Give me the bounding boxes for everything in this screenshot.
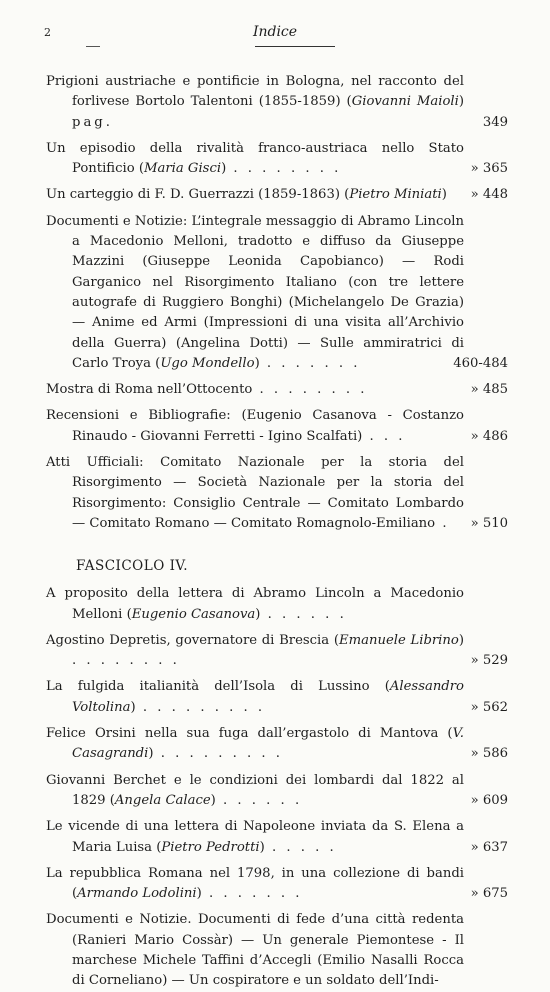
entry-page-number: 349 — [482, 114, 508, 130]
entry-author: Maria Gisci — [143, 161, 222, 177]
entry-page-number: » 562 — [470, 699, 508, 715]
entry-title: Agostino Depretis, governatore di Brescia — [46, 632, 330, 648]
header-rule — [255, 46, 335, 47]
index-section-3 — [46, 72, 512, 534]
entry-title: Documenti e Notizie: L’integrale messaggio di Abramo Lincoln a Macedonio Melloni, tradotto e diffuso da Giuseppe Mazzini (Giuseppe Leonida Capobianco) — Rodi Garganico nel Risorgimento Italiano (con tre lettere autografe di Ruggiero Bonghi) (Michelangelo De Grazia) — Anime ed Armi (Impressioni di una visita all’Archivio della Guerra) (Angelina Dotti) — Sulle ammiratrici di Carlo Troya — [46, 213, 464, 371]
index-entry: Prigioni austriache e pontificie in Bologna, nel racconto del forlivese Bortolo Talentoni (1855-1859) (Giovanni Maioli) pag. 349 — [46, 72, 512, 133]
leader-dots: . . . . . . . . . — [135, 699, 266, 715]
index-entry: Un carteggio di F. D. Guerrazzi (1859-1863) (Pietro Miniati) » 448 — [46, 185, 512, 205]
index-entry — [46, 453, 512, 534]
leader-dots: . . . . . . . — [201, 886, 303, 902]
entry-title: Un carteggio di F. D. Guerrazzi (1859-1863) — [46, 187, 340, 203]
index-entry: La repubblica Romana nel 1798, in una collezione di bandi (Armando Lodolini) . . . . . . . » 675 — [46, 864, 512, 905]
leader-dots: . . . . . — [264, 839, 337, 855]
entry-title: Atti Ufficiali: Comitato Nazionale per la storia del Risorgimento — Società Nazionale per la storia del Risorgimento: Consiglio Centrale — Comitato Lombardo — Comitato Romano — Comitato Romagnolo-Emiliano — [46, 455, 464, 531]
index-entry: Felice Orsini nella sua fuga dall’ergastolo di Mantova (V. Casagrandi) . . . . . . . . . » 586 — [46, 724, 512, 765]
entry-page-number: » 675 — [470, 886, 508, 902]
running-title: Indice — [252, 24, 298, 40]
leader-dots: . . . . . . . . — [72, 653, 180, 669]
entry-author: Alessandro Voltolina — [72, 679, 464, 715]
entry-page-number: » 486 — [470, 428, 508, 444]
entry-title: Un episodio della rivalità franco-austriaca nello Stato Pontificio — [46, 140, 464, 177]
leader-dots: . — [435, 515, 450, 531]
entry-author: Pietro Pedrotti — [161, 839, 260, 855]
index-entry: Le vicende di una lettera di Napoleone inviata da S. Elena a Maria Luisa (Pietro Pedrotti) . . . . . » 637 — [46, 817, 512, 858]
index-entry — [46, 380, 512, 400]
entry-title: Recensioni e Bibliografie: (Eugenio Casanova - Costanzo Rinaudo - Giovanni Ferretti - Igino Scalfati) — [46, 408, 464, 444]
index-entry: Un episodio della rivalità franco-austriaca nello Stato Pontificio (Maria Gisci) . . . . . . . . » 365 — [46, 139, 512, 180]
leader-dots: . . . . . . — [215, 792, 303, 808]
entry-page-number: » 529 — [470, 653, 508, 669]
index-body — [46, 66, 512, 992]
entry-author: Emanuele Librino — [338, 632, 459, 648]
entry-page-number: » 510 — [470, 515, 508, 531]
index-entry: Agostino Depretis, governatore di Brescia (Emanuele Librino) . . . . . . . . » 529 — [46, 631, 512, 672]
entry-title: Documenti e Notizie. Documenti di fede d’una città redenta (Ranieri Mario Cossàr) — Un generale Piemontese - Il marchese Michele Taffini d’Accegli (Emilio Nasalli Rocca di Corneliano) — Un cospiratore e un soldato dell’Indi- — [46, 912, 464, 989]
entry-author: Pietro Miniati — [349, 187, 442, 203]
entry-author: Armando Lodolini — [77, 886, 197, 902]
index-entry — [46, 910, 512, 991]
entry-author: Eugenio Casanova — [131, 606, 256, 622]
leader-dots: pag. — [72, 114, 113, 130]
page-header — [0, 24, 550, 46]
entry-title: A proposito della lettera di Abramo Lincoln a Macedonio Melloni — [46, 586, 464, 622]
entry-author: Giovanni Maioli — [351, 94, 459, 110]
index-section-4 — [46, 584, 512, 991]
section-title: FASCICOLO IV. — [76, 558, 189, 575]
entry-page-number: » 448 — [470, 187, 508, 203]
entry-title: Prigioni austriache e pontificie in Bologna, nel racconto del forlivese Bortolo Talentoni (1855-1859) — [46, 74, 464, 110]
entry-author: V. Casagrandi — [72, 726, 464, 762]
entry-title: Mostra di Roma nell’Ottocento — [46, 382, 253, 398]
entry-page-number: » 485 — [470, 382, 508, 398]
index-entry — [46, 406, 512, 447]
header-dash — [86, 46, 100, 47]
entry-title: La fulgida italianità dell’Isola di Lussino — [46, 679, 370, 695]
index-entry: Documenti e Notizie: L’integrale messaggio di Abramo Lincoln a Macedonio Melloni, tradotto e diffuso da Giuseppe Mazzini (Giuseppe Leonida Capobianco) — Rodi Garganico nel Risorgimento Italiano (con tre lettere autografe di Ruggiero Bonghi) (Michelangelo De Grazia) — Anime ed Armi (Impressioni di una visita all’Archivio della Guerra) (Angelina Dotti) — Sulle ammiratrici di Carlo Troya (Ugo Mondello) . . . . . . . 460-484 — [46, 212, 512, 374]
leader-dots: . . . — [362, 428, 406, 444]
leader-dots: . . . . . . . . . — [153, 746, 283, 762]
entry-title: Giovanni Berchet e le condizioni dei lombardi dal 1822 al 1829 — [46, 772, 464, 808]
entry-author: Ugo Mondello — [160, 355, 255, 371]
entry-page-number: » 365 — [470, 161, 508, 177]
index-entry: La fulgida italianità dell’Isola di Lussino (Alessandro Voltolina) . . . . . . . . . » 562 — [46, 677, 512, 718]
entry-page-number: 460-484 — [453, 355, 508, 371]
entry-title: Felice Orsini nella sua fuga dall’ergastolo di Mantova — [46, 726, 439, 742]
index-entry: A proposito della lettera di Abramo Lincoln a Macedonio Melloni (Eugenio Casanova) . . . . . . — [46, 586, 464, 622]
entry-title: Le vicende di una lettera di Napoleone inviata da S. Elena a Maria Luisa — [46, 819, 464, 855]
leader-dots: . . . . . . . — [259, 355, 361, 371]
index-entry: Giovanni Berchet e le condizioni dei lombardi dal 1822 al 1829 (Angela Calace) . . . . . . » 609 — [46, 771, 512, 812]
entry-author: Angela Calace — [114, 792, 211, 808]
page-number: 2 — [44, 26, 51, 39]
leader-dots: . . . . . . — [260, 606, 347, 622]
entry-page-number: » 586 — [470, 746, 508, 762]
entry-page-number: » 637 — [470, 839, 508, 855]
leader-dots: . . . . . . . . — [252, 382, 368, 398]
entry-page-number: » 609 — [470, 792, 508, 808]
leader-dots: . . . . . . . . — [226, 161, 342, 177]
entry-title: La repubblica Romana nel 1798, in una collezione di bandi — [46, 865, 464, 881]
